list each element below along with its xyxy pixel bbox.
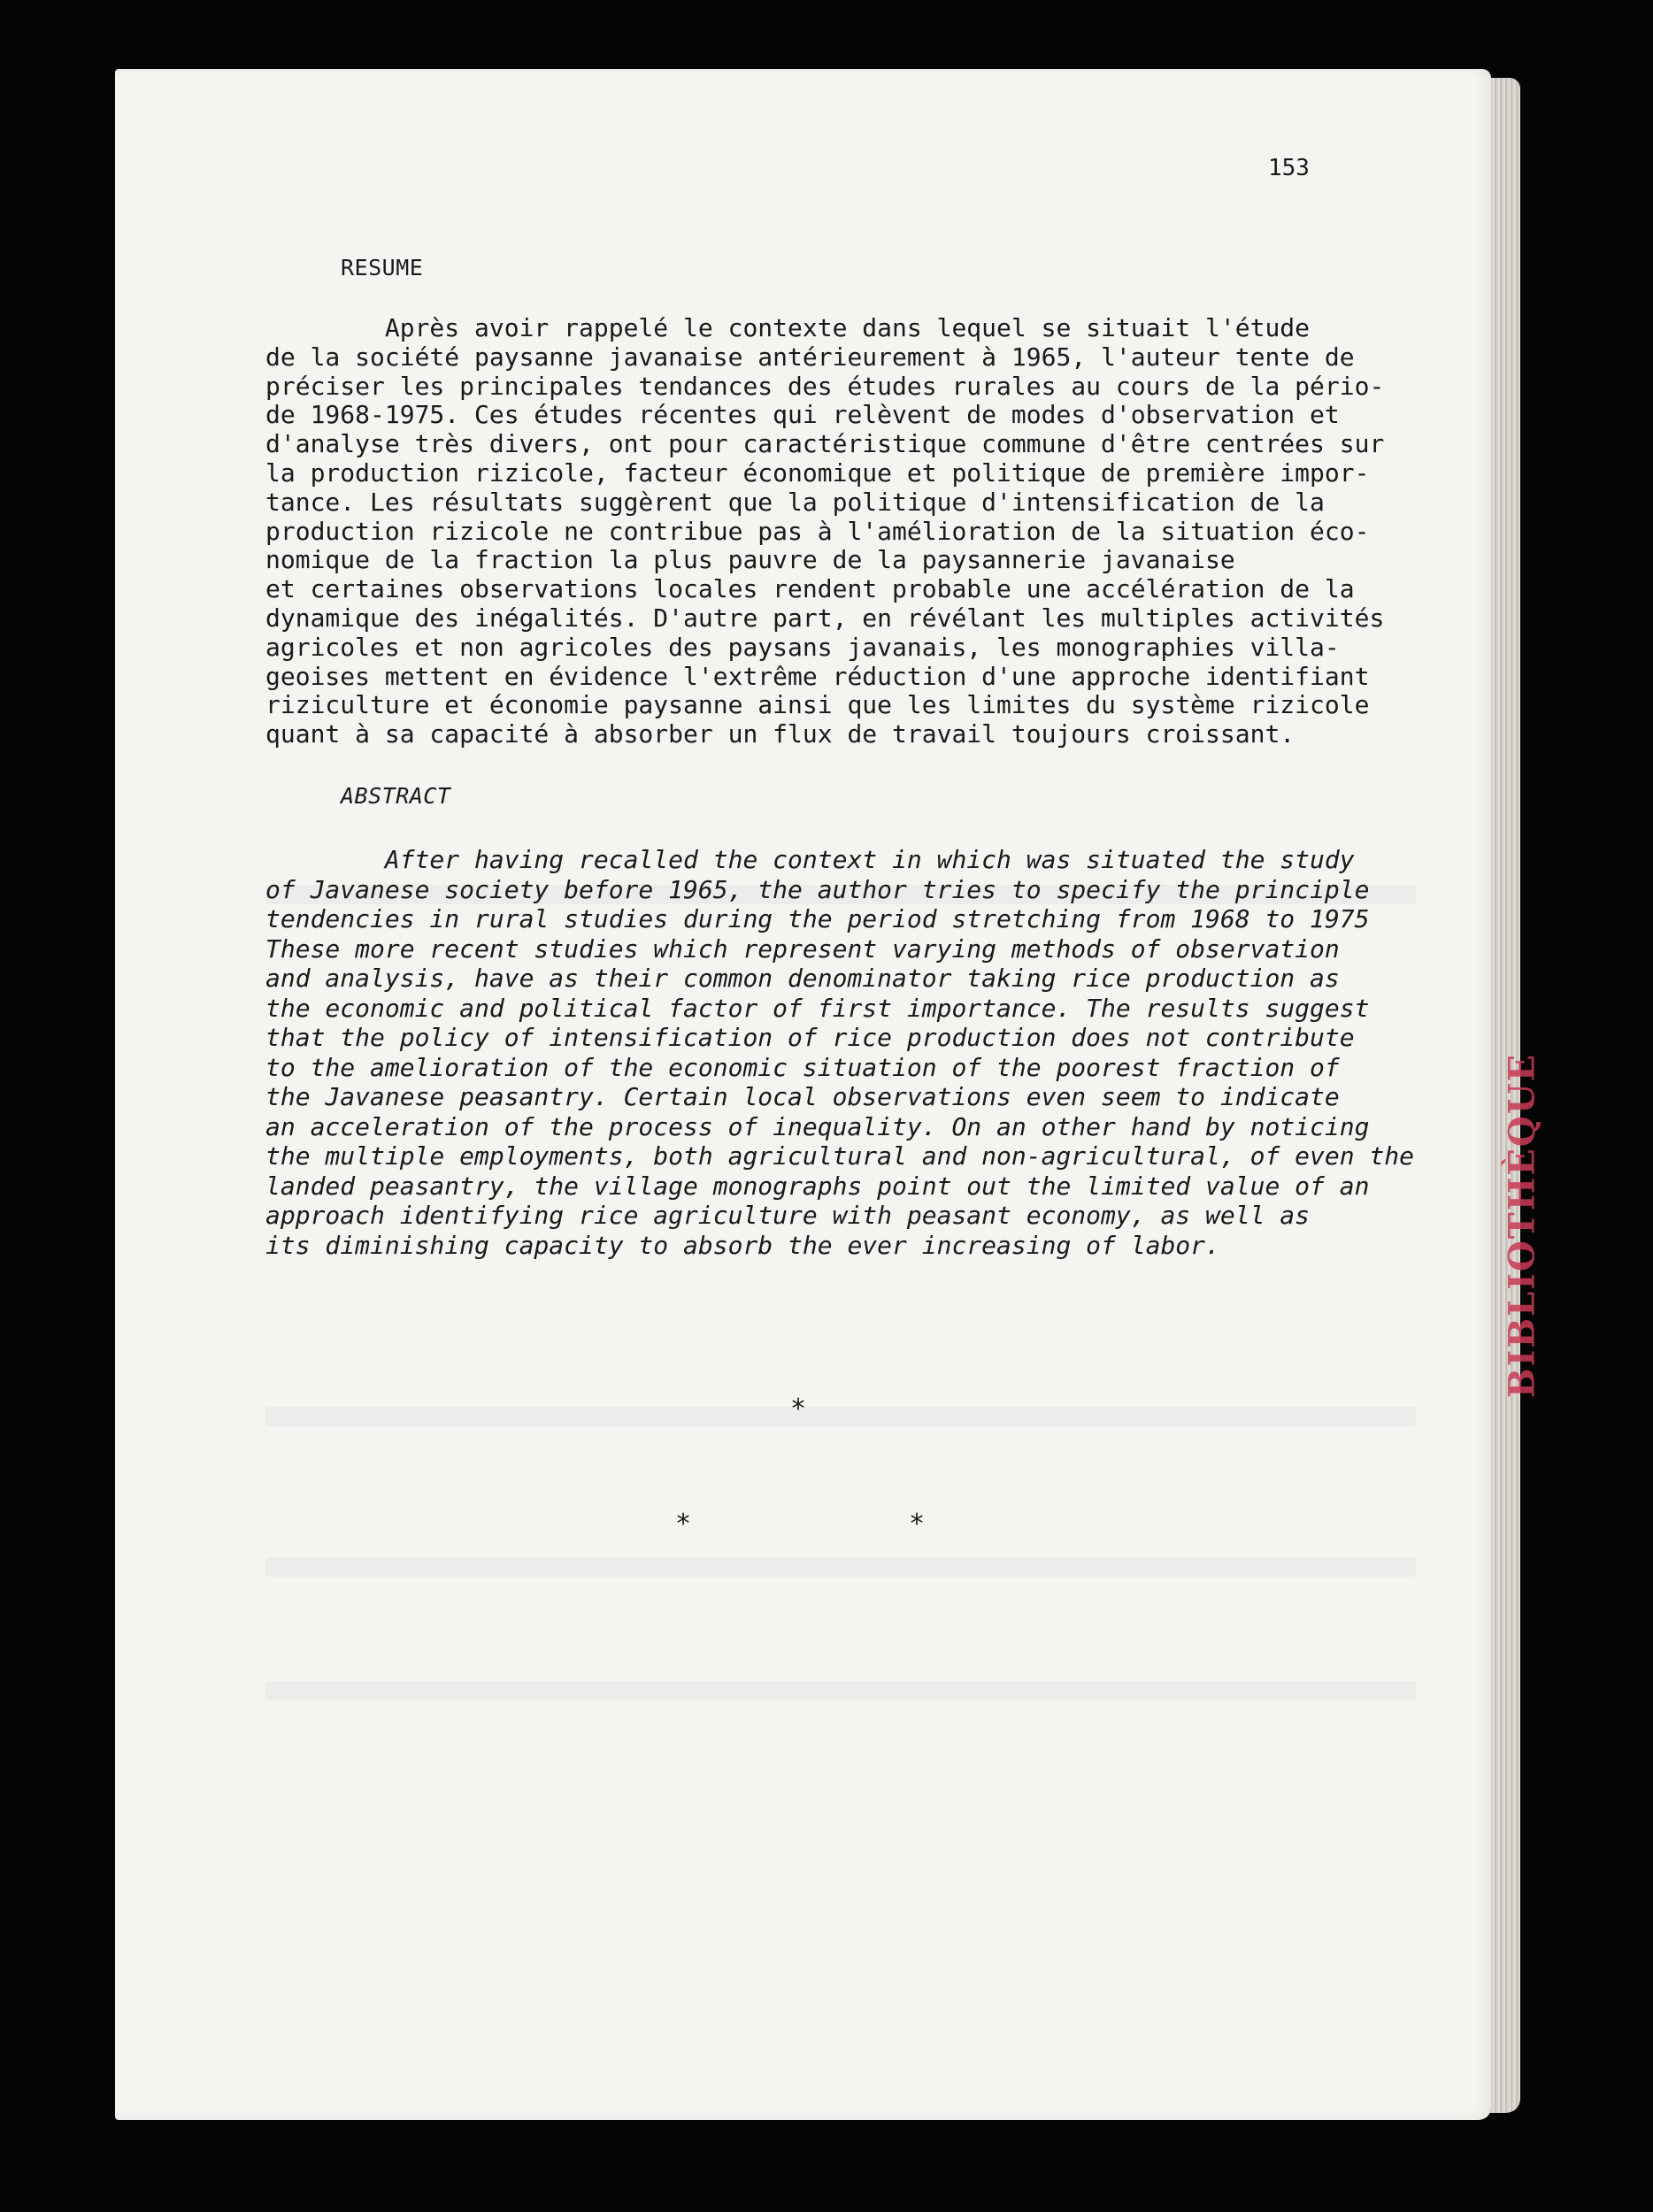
abstract-line: its diminishing capacity to absorb the ever increasing of labor. xyxy=(265,1230,1220,1260)
abstract-line: approach identifying rice agriculture with peasant economy, as well as xyxy=(265,1201,1311,1230)
resume-line: et certaines observations locales rendent probable une accélération de la xyxy=(265,574,1355,604)
resume-line: de la société paysanne javanaise antérieurement à 1965, l'auteur tente de xyxy=(265,342,1355,372)
resume-line: tance. Les résultats suggèrent que la politique d'intensification de la xyxy=(265,487,1325,517)
resume-line: la production rizicole, facteur économique et politique de première impor- xyxy=(265,457,1370,488)
resume-line: préciser les principales tendances des études rurales au cours de la pério- xyxy=(265,371,1385,401)
resume-line: production rizicole ne contribue pas à l'amélioration de la situation éco- xyxy=(265,516,1370,546)
abstract-line: the multiple employments, both agricultural and non-agricultural, of even the xyxy=(265,1141,1415,1171)
resume-heading: RESUME xyxy=(341,255,424,280)
abstract-line: to the amelioration of the economic situation of the poorest fraction of xyxy=(265,1052,1340,1082)
asterism-star: * xyxy=(675,1509,692,1540)
abstract-line: an acceleration of the process of inequality. On an other hand by noticing xyxy=(265,1111,1370,1141)
resume-line: geoises mettent en évidence l'extrême réduction d'une approche identifiant xyxy=(265,661,1370,691)
abstract-line: that the policy of intensification of rice production does not contribute xyxy=(265,1023,1355,1052)
resume-paragraph xyxy=(265,314,1398,749)
resume-line: nomique de la fraction la plus pauvre de la paysannerie javanaise xyxy=(265,545,1235,575)
abstract-line: of Javanese society before 1965, the author tries to specify the principle xyxy=(265,874,1370,904)
asterism-star: * xyxy=(909,1509,926,1540)
resume-line: dynamique des inégalités. D'autre part, en révélant les multiples activités xyxy=(265,603,1385,633)
show-through-line xyxy=(265,1557,1416,1577)
abstract-paragraph xyxy=(265,845,1415,1260)
abstract-line: These more recent studies which represent varying methods of observation xyxy=(265,933,1340,964)
abstract-heading: ABSTRACT xyxy=(341,783,451,809)
show-through-line xyxy=(265,1407,1416,1426)
resume-line: de 1968-1975. Ces études récentes qui relèvent de modes d'observation et xyxy=(265,400,1340,430)
resume-line: Après avoir rappelé le contexte dans lequel se situait l'étude xyxy=(265,313,1311,342)
show-through-line xyxy=(265,1681,1416,1701)
page-number: 153 xyxy=(1268,155,1310,181)
asterism-star: * xyxy=(790,1394,807,1425)
page-edges xyxy=(1487,78,1520,2113)
abstract-line: the Javanese peasantry. Certain local observations even seem to indicate xyxy=(265,1082,1340,1111)
abstract-line: landed peasantry, the village monographs point out the limited value of an xyxy=(265,1171,1370,1201)
abstract-line: and analysis, have as their common denominator taking rice production as xyxy=(265,964,1340,993)
resume-line: agricoles et non agricoles des paysans javanais, les monographies villa- xyxy=(265,632,1340,662)
resume-line: riziculture et économie paysanne ainsi que les limites du système rizicole xyxy=(265,690,1370,720)
abstract-line: After having recalled the context in which was situated the study xyxy=(265,845,1355,874)
resume-line: d'analyse très divers, ont pour caractéristique commune d'être centrées sur xyxy=(265,429,1385,459)
resume-line: quant à sa capacité à absorber un flux de travail toujours croissant. xyxy=(265,719,1295,749)
library-stamp-text: BIBLIOTHÈQUE xyxy=(1501,1052,1543,1399)
abstract-line: tendencies in rural studies during the period stretching from 1968 to 1975 xyxy=(265,904,1370,933)
abstract-line: the economic and political factor of first importance. The results suggest xyxy=(265,993,1370,1023)
